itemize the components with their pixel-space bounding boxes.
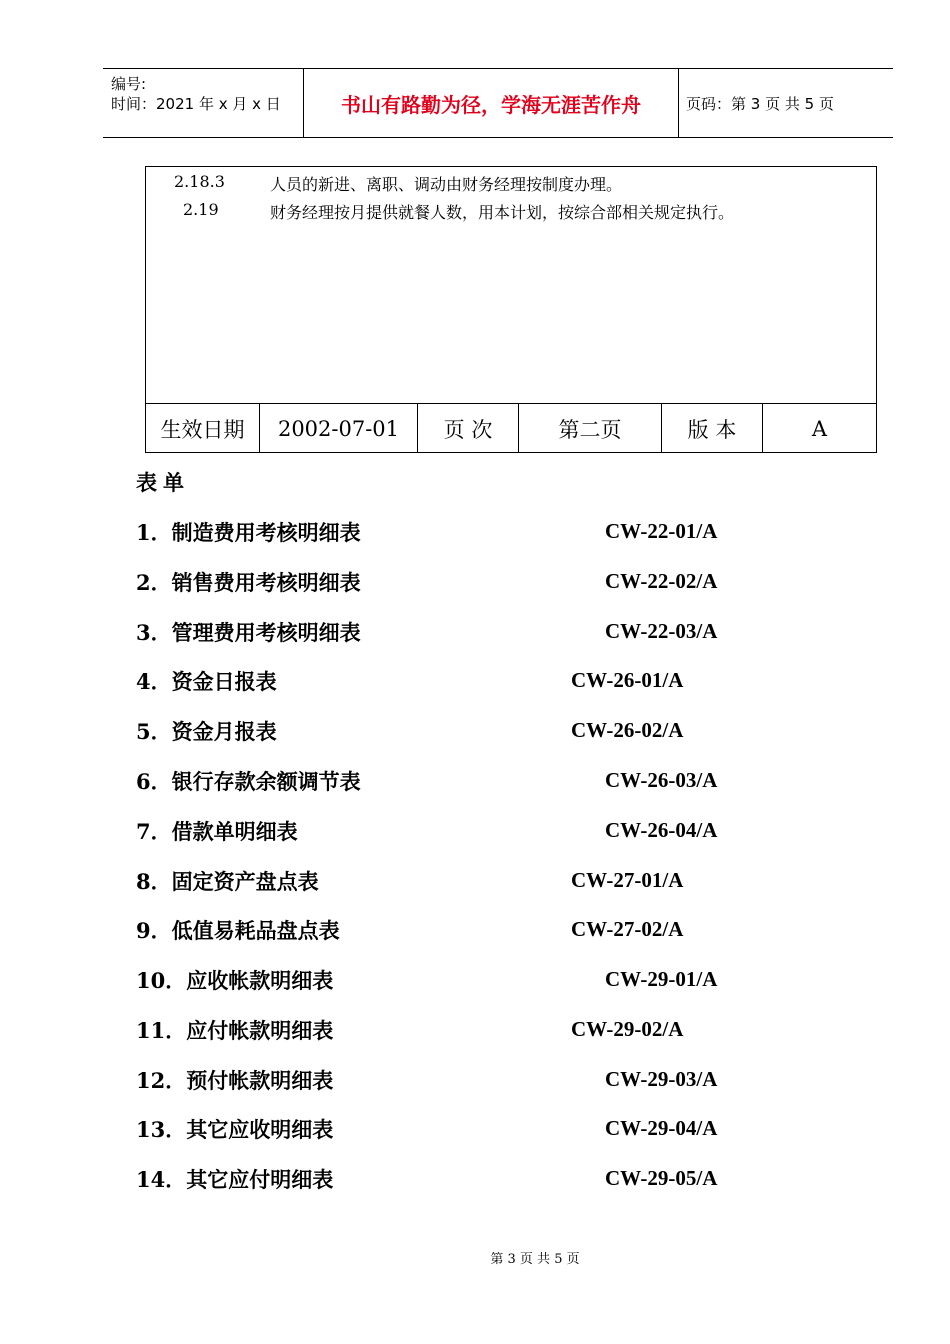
form-name: 7．借款单明细表	[136, 819, 298, 844]
form-name: 6．银行存款余额调节表	[136, 769, 361, 794]
form-item	[136, 1015, 836, 1045]
forms-title: 表单	[136, 470, 190, 495]
form-item	[136, 1164, 836, 1194]
number-label: 编号:	[111, 75, 147, 93]
header-info	[103, 69, 303, 137]
clause-text: 人员的新进、离职、调动由财务经理按制度办理。	[270, 175, 623, 194]
page-label: 页 次	[418, 404, 519, 453]
form-code: CW-26-01/A	[571, 668, 684, 692]
form-item	[136, 816, 836, 846]
form-name: 4．资金日报表	[136, 669, 277, 694]
form-code: CW-29-04/A	[605, 1116, 718, 1140]
form-code: CW-27-01/A	[571, 868, 684, 892]
page-value: 第二页	[519, 404, 662, 453]
clause-text: 财务经理按月提供就餐人数，用本计划，按综合部相关规定执行。	[270, 203, 735, 222]
form-code: CW-29-02/A	[571, 1017, 684, 1041]
version-value: A	[811, 416, 828, 441]
form-item	[136, 1114, 836, 1144]
clause-box	[145, 166, 877, 453]
effective-date-value: 2002-07-01	[260, 404, 418, 453]
form-code: CW-29-05/A	[605, 1166, 718, 1190]
form-name: 11．应付帐款明细表	[136, 1018, 334, 1043]
time-label: 时间：2021 年 x 月 x 日	[111, 95, 281, 113]
form-item	[136, 1065, 836, 1095]
header-page	[678, 69, 893, 137]
form-name: 9．低值易耗品盘点表	[136, 918, 340, 943]
clause-number: 2.18.3	[174, 172, 225, 191]
form-code: CW-27-02/A	[571, 917, 684, 941]
form-item	[136, 567, 836, 597]
version-label: 版 本	[662, 404, 763, 453]
form-code: CW-22-01/A	[605, 519, 718, 543]
form-item	[136, 666, 836, 696]
page-header	[103, 68, 893, 138]
form-code: CW-22-02/A	[605, 569, 718, 593]
page-footer: 第 3 页 共 5 页	[490, 1252, 580, 1267]
form-item	[136, 617, 836, 647]
form-code: CW-26-03/A	[605, 768, 718, 792]
page-number-label: 页码：第 3 页 共 5 页	[686, 94, 834, 113]
form-name: 3．管理费用考核明细表	[136, 620, 361, 645]
form-code: CW-22-03/A	[605, 619, 718, 643]
form-item	[136, 766, 836, 796]
form-name: 12．预付帐款明细表	[136, 1068, 334, 1093]
form-name: 14．其它应付明细表	[136, 1167, 334, 1192]
form-name: 8．固定资产盘点表	[136, 869, 319, 894]
form-name: 1．制造费用考核明细表	[136, 520, 361, 545]
form-item	[136, 716, 836, 746]
form-item	[136, 866, 836, 896]
motto-text: 书山有路勤为径，学海无涯苦作舟	[341, 92, 641, 117]
form-name: 2．销售费用考核明细表	[136, 570, 361, 595]
form-item	[136, 517, 836, 547]
clause-number: 2.19	[183, 200, 219, 219]
form-code: CW-29-01/A	[605, 967, 718, 991]
effective-date-label: 生效日期	[146, 404, 260, 453]
meta-table	[146, 403, 876, 453]
form-name: 13．其它应收明细表	[136, 1117, 334, 1142]
form-item	[136, 915, 836, 945]
form-item	[136, 965, 836, 995]
form-name: 5．资金月报表	[136, 719, 277, 744]
form-code: CW-29-03/A	[605, 1067, 718, 1091]
form-code: CW-26-04/A	[605, 818, 718, 842]
header-motto	[303, 69, 679, 137]
form-code: CW-26-02/A	[571, 718, 684, 742]
form-name: 10．应收帐款明细表	[136, 968, 334, 993]
